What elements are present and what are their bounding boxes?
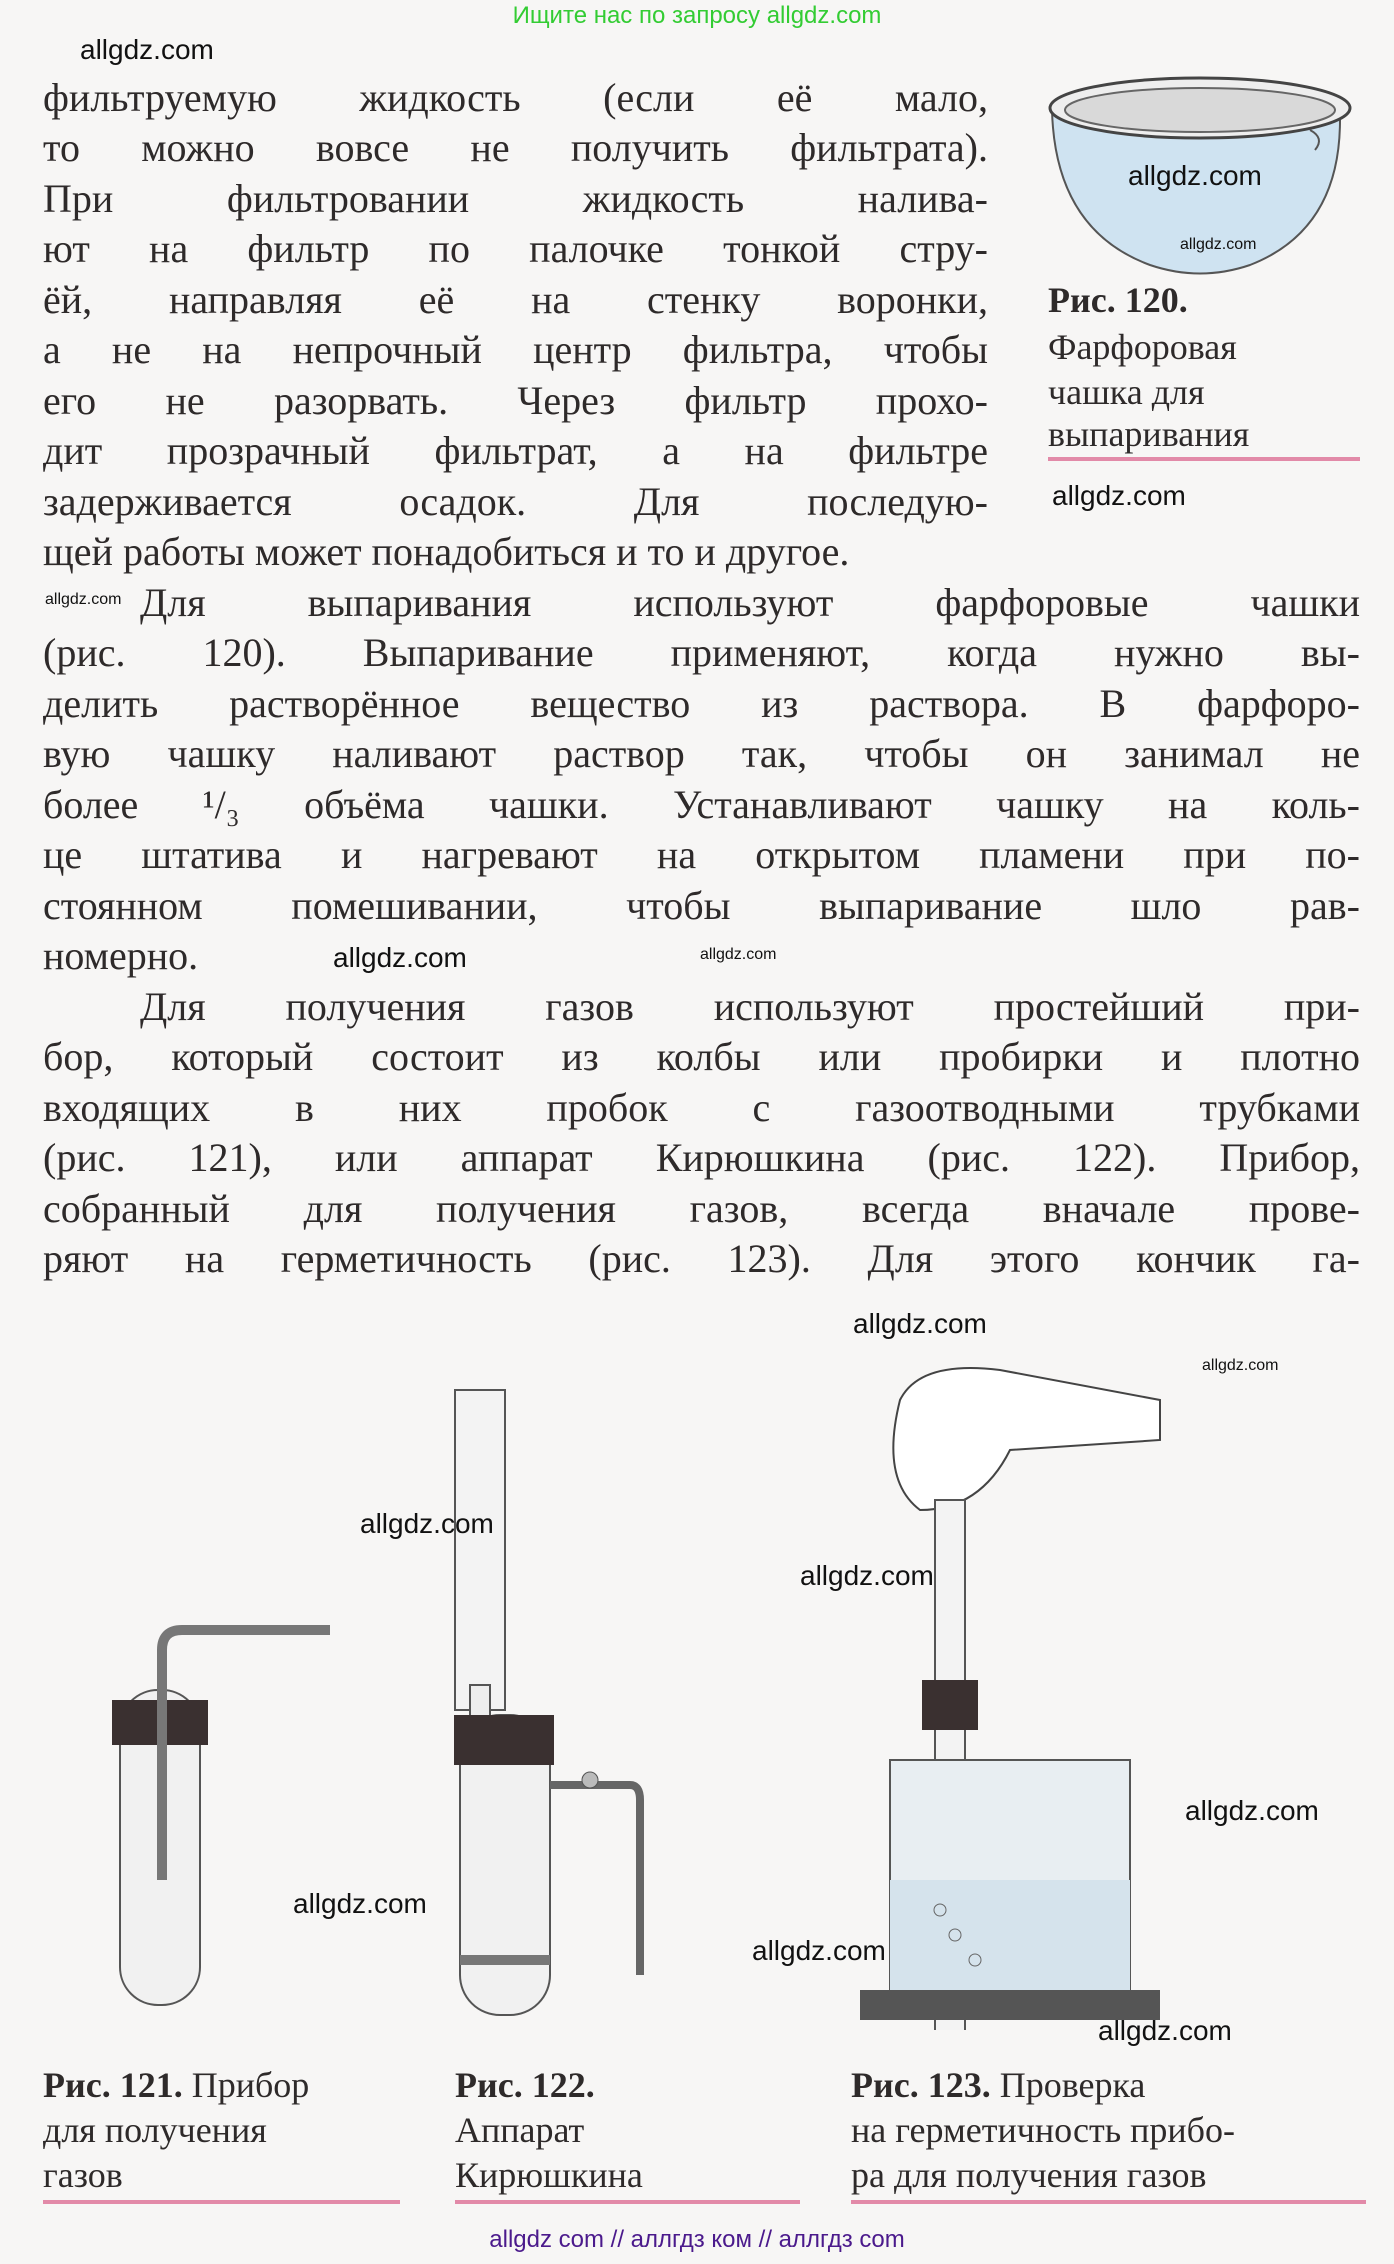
text-line: собранный для получения газов, всегда вначале прове-	[43, 1186, 1360, 1231]
watermark: allgdz.com	[752, 1935, 886, 1966]
watermark: allgdz.com	[700, 946, 777, 963]
figure-number: Рис. 121.	[43, 2065, 183, 2105]
watermark: allgdz.com	[800, 1560, 934, 1591]
kiryushkin-apparatus-illustration	[440, 1385, 660, 2025]
caption-text: Кирюшкина	[455, 2155, 643, 2195]
text-line: щей работы может понадобиться и то и другое.	[43, 529, 850, 574]
caption-text: газов	[43, 2155, 123, 2195]
text-line: более ¹/₃ объёма чашки. Устанавливают чашку на коль-	[43, 782, 1360, 827]
caption-text: на герметичность прибо-	[851, 2110, 1235, 2150]
text-line: ёй, направляя её на стенку воронки,	[43, 277, 988, 322]
figure-120-number: Рис. 120.	[1048, 280, 1188, 320]
text-line: ют на фильтр по палочке тонкой стру-	[43, 226, 988, 271]
text-line: номерно.	[43, 933, 199, 978]
watermark: allgdz.com	[333, 942, 467, 973]
caption-text: Прибор	[191, 2065, 310, 2105]
figure-120-caption: выпаривания	[1048, 414, 1250, 454]
caption-divider	[455, 2200, 800, 2204]
figure-number: Рис. 123.	[851, 2065, 991, 2105]
airtightness-check-illustration	[860, 1360, 1180, 2030]
watermark: allgdz.com	[1185, 1795, 1319, 1826]
caption-text: ра для получения газов	[851, 2155, 1207, 2195]
watermark: allgdz.com	[1202, 1357, 1279, 1374]
gas-apparatus-illustration	[100, 1620, 340, 2020]
text-line: При фильтровании жидкость налива-	[43, 176, 988, 221]
caption-text: Проверка	[999, 2065, 1146, 2105]
text-line: дит прозрачный фильтрат, а на фильтре	[43, 428, 988, 473]
figure-120-caption: Фарфоровая	[1048, 327, 1237, 367]
watermark: allgdz.com	[853, 1308, 987, 1339]
watermark: allgdz.com	[1098, 2015, 1232, 2046]
watermark: allgdz.com	[1052, 480, 1186, 511]
bottom-banner[interactable]: allgdz com // аллгдз ком // аллгдз com	[489, 2226, 905, 2253]
text-line: (рис. 120). Выпаривание применяют, когда нужно вы-	[43, 630, 1360, 675]
caption-divider	[1048, 457, 1360, 461]
text-line: фильтруемую жидкость (если её мало,	[43, 75, 988, 120]
figure-number: Рис. 122.	[455, 2065, 595, 2105]
text-line: входящих в них пробок с газоотводными трубками	[43, 1085, 1360, 1130]
watermark: allgdz.com	[1180, 236, 1257, 253]
caption-text: Аппарат	[455, 2110, 585, 2150]
text-line: его не разорвать. Через фильтр прохо-	[43, 378, 988, 423]
text-line: Для получения газов используют простейший при-	[140, 984, 1360, 1029]
text-line: ряют на герметичность (рис. 123). Для этого кончик га-	[43, 1236, 1360, 1281]
watermark: allgdz.com	[360, 1508, 494, 1539]
figure-120-caption: чашка для	[1048, 372, 1205, 412]
caption-divider	[851, 2200, 1366, 2204]
text-line: то можно вовсе не получить фильтрата).	[43, 125, 988, 170]
text-line: це штатива и нагревают на открытом пламени при по-	[43, 832, 1360, 877]
top-banner[interactable]: Ищите нас по запросу allgdz.com	[512, 2, 882, 29]
text-line: вую чашку наливают раствор так, чтобы он занимал не	[43, 731, 1360, 776]
text-line: Для выпаривания используют фарфоровые чашки	[140, 580, 1360, 625]
text-line: (рис. 121), или аппарат Кирюшкина (рис. 122). Прибор,	[43, 1135, 1360, 1180]
watermark: allgdz.com	[1128, 160, 1262, 191]
text-line: бор, который состоит из колбы или пробирки и плотно	[43, 1034, 1360, 1079]
text-line: а не на непрочный центр фильтра, чтобы	[43, 327, 988, 372]
text-line: делить растворённое вещество из раствора. В фарфоро-	[43, 681, 1360, 726]
caption-divider	[43, 2200, 400, 2204]
text-line: задерживается осадок. Для последую-	[43, 479, 988, 524]
caption-text: для получения	[43, 2110, 267, 2150]
watermark: allgdz.com	[45, 591, 122, 608]
watermark: allgdz.com	[293, 1888, 427, 1919]
text-line: стоянном помешивании, чтобы выпаривание шло рав-	[43, 883, 1360, 928]
watermark: allgdz.com	[80, 34, 214, 65]
